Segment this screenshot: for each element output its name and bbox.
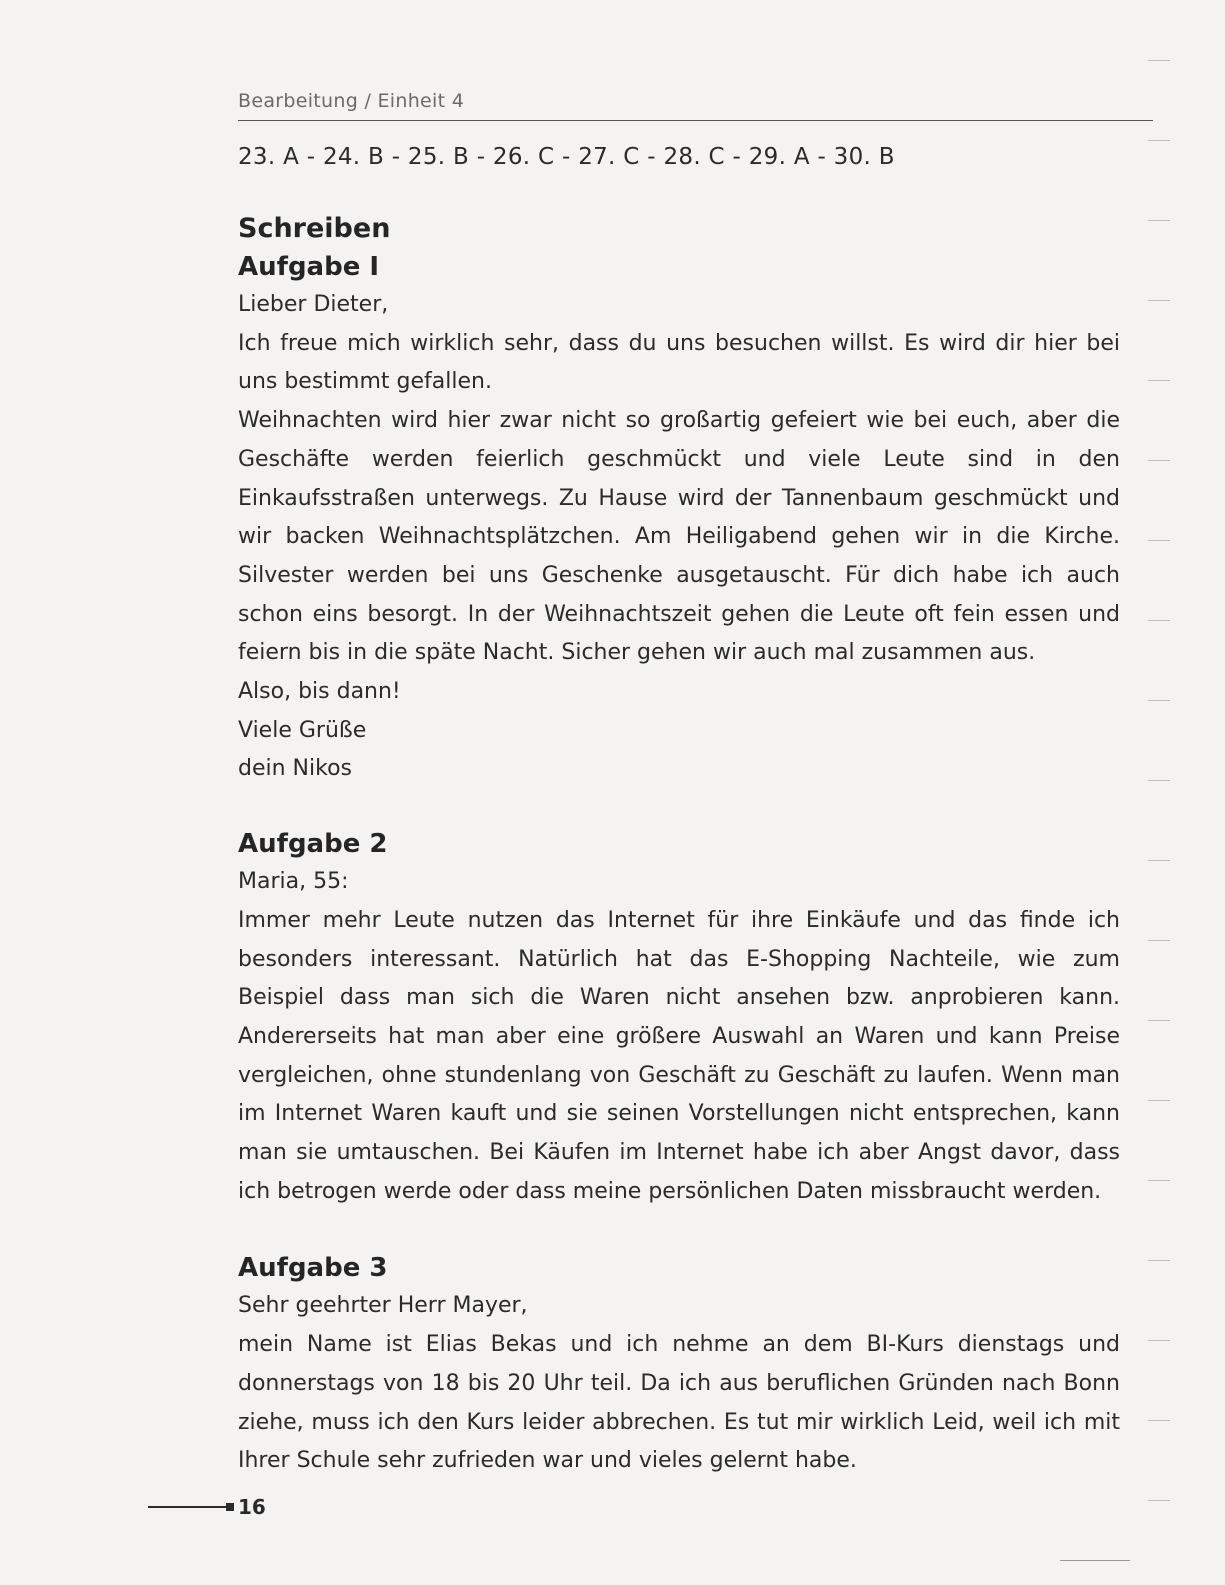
edge-mark bbox=[1148, 1100, 1170, 1101]
section-title: Schreiben bbox=[238, 213, 391, 244]
answer-key-line: 23. A - 24. B - 25. B - 26. C - 27. C - 28. C - 29. A - 30. B bbox=[238, 144, 895, 170]
edge-mark bbox=[1148, 780, 1170, 781]
edge-mark bbox=[1148, 1420, 1170, 1421]
edge-mark bbox=[1148, 860, 1170, 861]
task3-greeting: Sehr geehrter Herr Mayer, bbox=[238, 1293, 528, 1319]
edge-mark bbox=[1148, 1020, 1170, 1021]
edge-mark bbox=[1148, 460, 1170, 461]
spacer bbox=[238, 1211, 1120, 1249]
edge-mark bbox=[1148, 140, 1170, 141]
running-head: Bearbeitung / Einheit 4 bbox=[238, 90, 465, 112]
page-footer bbox=[148, 1495, 266, 1519]
task1-closing1: Also, bis dann! bbox=[238, 679, 401, 705]
edge-mark bbox=[1148, 540, 1170, 541]
edge-mark bbox=[1148, 1500, 1170, 1501]
header-rule bbox=[238, 120, 1153, 121]
task1-greeting: Lieber Dieter, bbox=[238, 292, 389, 317]
footer-rule bbox=[148, 1506, 226, 1508]
spacer bbox=[238, 789, 1120, 825]
page-number: 16 bbox=[238, 1495, 266, 1519]
edge-mark bbox=[1148, 60, 1170, 61]
edge-mark bbox=[1148, 700, 1170, 701]
bottom-edge-line bbox=[1060, 1560, 1130, 1561]
task1-paragraph2: Weihnachten wird hier zwar nicht so großartig gefeiert wie bei euch, aber die Geschäfte werden feierlich geschmückt und viele Leute sind in den Einkaufsstraßen unterwegs. Zu Hause wird der Tannenbaum geschmückt und wir backen Weihnachtsplätzchen. Am Heiligabend gehen wir in die Kirche. Silvester werden bei uns Geschenke ausgetauscht. Für dich habe ich auch schon eins besorgt. In der Weihnachtszeit gehen die Leute oft fein essen und feiern bis in die späte Nacht. Sicher gehen wir auch mal zusammen aus. bbox=[238, 408, 1120, 666]
edge-mark bbox=[1148, 940, 1170, 941]
task2-text: Immer mehr Leute nutzen das Internet für ihre Einkäufe und das finde ich besonders interessant. Natürlich hat das E-Shopping Nachteile, wie zum Beispiel dass man sich die Waren nicht ansehen bzw. anprobieren kann. Andererseits hat man aber eine größere Auswahl an Waren und kann Preise vergleichen, ohne stundenlang von Geschäft zu Geschäft zu laufen. Wenn man im Internet Waren kauft und sie seinen Vorstellungen nicht entsprechen, kann man sie umtauschen. Bei Käufen im Internet habe ich aber Angst davor, dass ich betrogen werde oder dass meine persönlichen Daten missbraucht werden. bbox=[238, 907, 1120, 1204]
task3-title: Aufgabe 3 bbox=[238, 1253, 388, 1284]
edge-mark bbox=[1148, 1340, 1170, 1341]
task1-title: Aufgabe I bbox=[238, 252, 380, 282]
scan-edge-marks bbox=[1148, 40, 1172, 1540]
task1-signature: dein Nikos bbox=[238, 756, 352, 782]
edge-mark bbox=[1148, 620, 1170, 621]
task1-closing2: Viele Grüße bbox=[238, 717, 367, 743]
edge-mark bbox=[1148, 1260, 1170, 1261]
task3-text: mein Name ist Elias Bekas und ich nehme an dem BI-Kurs dienstags und donnerstags von 18 bis 20 Uhr teil. Da ich aus beruflichen Gründen nach Bonn ziehe, muss ich den Kurs leider abbrechen. Es tut mir wirklich Leid, weil ich mit Ihrer Schule sehr zufrieden war und vieles gelernt habe. bbox=[238, 1332, 1120, 1474]
task2-title: Aufgabe 2 bbox=[238, 829, 388, 860]
task2-speaker: Maria, 55: bbox=[238, 869, 349, 895]
edge-mark bbox=[1148, 220, 1170, 221]
edge-mark bbox=[1148, 300, 1170, 301]
edge-mark bbox=[1148, 1180, 1170, 1181]
task1-paragraph1: Ich freue mich wirklich sehr, dass du uns besuchen willst. Es wird dir hier bei uns bestimmt gefallen. bbox=[238, 330, 1120, 395]
edge-mark bbox=[1148, 380, 1170, 381]
footer-square-icon bbox=[226, 1503, 234, 1511]
main-content bbox=[238, 210, 1120, 1481]
